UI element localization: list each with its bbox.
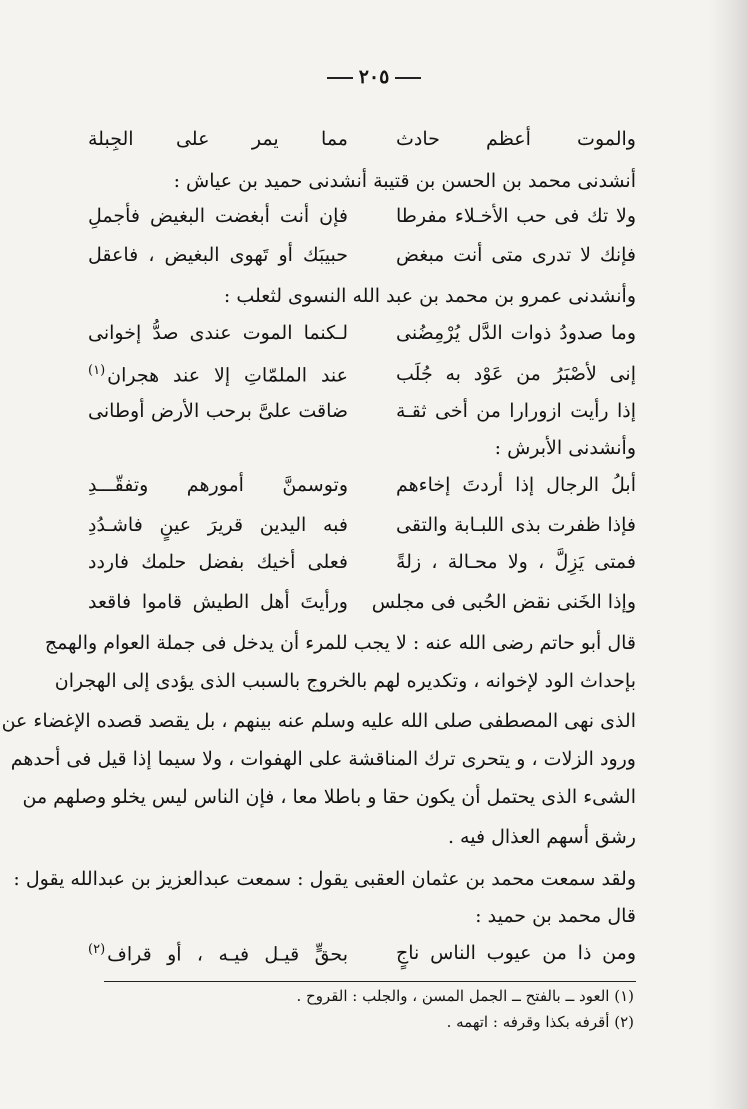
verse-hemistich-first: فإذا ظفرت بذى اللبـابة والتقى — [396, 514, 636, 536]
verse-hemistich-second-text: ورأيتَ أهل الطيش قاموا فاقعد — [88, 591, 348, 613]
prose-line: قال محمد بن حميد : — [475, 905, 636, 927]
verse-hemistich-second — [88, 400, 348, 422]
verse-hemistich-first: إنى لأصْبَرُ من عَوْد به جُلَب — [396, 363, 636, 385]
verse-hemistich-first: وما صدودُ ذوات الدَّل يُرْمِضُنى — [396, 322, 636, 344]
footnote-separator — [104, 981, 636, 982]
verse-hemistich-second — [88, 474, 348, 496]
verse-hemistich-second — [88, 363, 348, 386]
verse-hemistich-second-text: مما يمر على الجِبلة — [88, 128, 348, 150]
verse-hemistich-second — [88, 942, 348, 965]
verse-hemistich-second — [88, 514, 348, 536]
verse-hemistich-second — [88, 551, 348, 573]
verse-hemistich-first: أبلُ الرجال إذا أردتَ إخاءهم — [396, 474, 636, 496]
prose-line: الذى نهى المصطفى صلى الله عليه وسلم عنه بينهم ، بل يقصد قصده الإغضاء عن — [1, 710, 636, 732]
footnote-marker: (٢) — [88, 942, 106, 957]
footnote-1: (١) العود ــ بالفتح ــ الجمل المسن ، والجلب : القروح . — [296, 987, 634, 1005]
verse-hemistich-second — [88, 322, 348, 344]
verse-hemistich-first: ولا تك فى حب الأخـلاء مفرطا — [396, 205, 636, 227]
verse-hemistich-first: إذا رأيت ازورارا من أخى ثقـة — [396, 400, 636, 422]
prose-line: الشىء الذى يحتمل أن يكون حقا و باطلا معا ، فإن الناس ليس يخلو وصلهم من — [22, 786, 636, 808]
verse-hemistich-second-text: فإن أنت أبغضت البغيض فأجملِ — [88, 205, 348, 227]
prose-line: رشق أسهم العذال فيه . — [447, 826, 636, 848]
page-edge-shadow — [708, 0, 748, 1109]
verse-hemistich-second — [88, 244, 348, 266]
verse-hemistich-second — [88, 591, 348, 613]
verse-hemistich-second-text: لـكنما الموت عندى صدُّ إخوانى — [88, 322, 348, 344]
verse-hemistich-second-text: فعلى أخيك بفضل حلمك فاردد — [88, 551, 348, 573]
prose-line: وأنشدنى عمرو بن محمد بن عبد الله النسوى لثعلب : — [223, 285, 636, 307]
verse-hemistich-first: فمتى يَزِلَّ ، ولا محـالة ، زلةً — [396, 551, 636, 573]
prose-line: وأنشدنى الأبرش : — [494, 437, 636, 459]
prose-line: قال أبو حاتم رضى الله عنه : لا يجب للمرء أن يدخل فى جملة العوام والهمج — [44, 632, 636, 654]
prose-line: بإحداث الود لإخوانه ، وتكديره لهم بالخروج بالسبب الذى يؤدى إلى الهجران — [54, 670, 636, 692]
footnote-2: (٢) أقرفه بكذا وقرفه : اتهمه . — [446, 1013, 634, 1031]
prose-line: ورود الزلات ، و يتحرى ترك المناقشة على الهفوات ، ولا سيما إذا قيل فى أحدهم — [10, 748, 636, 770]
verse-hemistich-second — [88, 205, 348, 227]
page-number — [0, 66, 748, 88]
verse-hemistich-second-text: وتوسمنَّ أمورهم وتفقّـــدِ — [88, 474, 348, 496]
verse-hemistich-second-text: عند الملمّاتِ إلا عند هجران — [107, 364, 348, 387]
verse-hemistich-first: والموت أعظم حادث — [396, 128, 636, 150]
prose-line: أنشدنى محمد بن الحسن بن قتيبة أنشدنى حميد بن عياش : — [173, 170, 636, 192]
page-number-dash — [327, 77, 353, 79]
page-number-text: ٢٠٥ — [358, 66, 390, 88]
verse-hemistich-first: ومن ذا من عيوب الناس ناجٍ — [396, 942, 636, 964]
verse-hemistich-second-text: حبيبَك أو تَهوى البغيض ، فاعقل — [88, 244, 348, 266]
verse-hemistich-second — [88, 128, 348, 150]
verse-hemistich-second-text: بحقٍّ قيـل فيـه ، أو قراف — [107, 943, 348, 966]
verse-hemistich-first: وإذا الخَنى نقض الحُبى فى مجلس — [371, 591, 636, 613]
prose-line: ولقد سمعت محمد بن عثمان العقبى يقول : سمعت عبدالعزيز بن عبدالله يقول : — [13, 868, 636, 890]
verse-hemistich-second-text: ضاقت علىَّ برحب الأرض أوطانى — [88, 400, 348, 422]
verse-hemistich-second-text: فبه اليدين قريرَ عينٍ فاشـدُدِ — [88, 514, 348, 536]
page-number-dash — [395, 77, 421, 79]
verse-hemistich-first: فإنك لا تدرى متى أنت مبغض — [396, 244, 636, 266]
footnote-marker: (١) — [88, 363, 106, 378]
